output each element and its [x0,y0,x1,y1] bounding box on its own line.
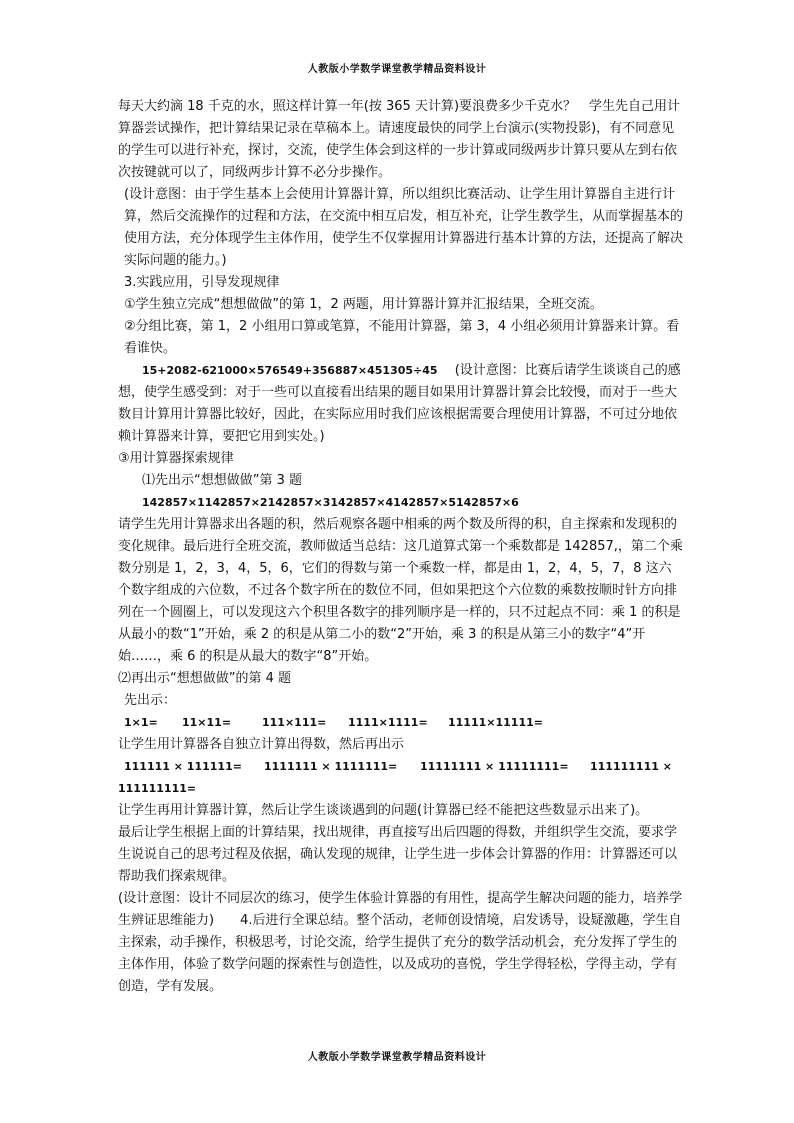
page-header: 人教版小学数学课堂教学精品资料设计 [307,64,487,75]
paragraph-step-2: ②分组比赛，第 1，2 小组用口算或笔算，不能用计算器，第 3，4 小组必须用计算器来计算。看看谁快。 [124,319,680,356]
expression-item: 11×11= [182,716,232,729]
expression-item: 111×111= [262,716,327,729]
paragraph-competition [118,360,684,448]
competition-expression: 15+2082-621000×576549+356887×451305÷45 [142,364,438,377]
paragraph-water-problem: 每天大约滴 18 千克的水，照这样计算一年(按 365 天计算)要浪费多少千克水？ 学生先自己用计算器尝试操作，把计算结果记录在草稿本上。请速度最快的同学上台演示(实物投影)，有不同意见的学生可以进行补充，探讨，交流，使学生体会到这样的一步计算或同级两步计算只要从左到右依次按键就可以了，同级两步计算不必分步操作。 [118,99,681,180]
page-footer: 人教版小学数学课堂教学精品资料设计 [307,1052,487,1063]
paragraph-calculate: 让学生用计算器各自独立计算出得数，然后再出示 [118,737,405,752]
document-body [118,96,684,998]
expression-item: 1111×1111= [348,716,428,729]
paragraph-step-1: ①学生独立完成“想想做做”的第 1，2 两题，用计算器计算并汇报结果，全班交流。 [124,297,603,312]
expression-item: 1×1= [124,716,158,729]
design-intent-2: (设计意图：比赛后请学生谈谈自己的感想，使学生感受到：对于一些可以直接看出结果的题目如果用计算器计算会比较慢，而对于一些大数目计算用计算器比较好，因此，在实际应用时我们应该根据需要合理使用计算器，不可过分地依赖计算器来计算，要把它用到实处。) [118,363,681,444]
section-heading-practice: 3.实践应用，引导发现规律 [124,275,280,290]
paragraph-calculator-limit: 让学生再用计算器计算，然后让学生谈谈遇到的问题(计算器已经不能把这些数显示出来了)。 [118,803,649,818]
exercise-3-expression: 142857×1142857×2142857×3142857×4142857×5142857×6 [142,496,519,509]
paragraph-summary: (设计意图：设计不同层次的练习，使学生体验计算器的有用性，提高学生解决问题的能力，培养学生辨证思维能力) 4.后进行全课总结。整个活动，老师创设情境，启发诱导，设疑激趣，学生自主探索，动手操作，积极思考，讨论交流，给学生提供了充分的数学活动机会，充分发挥了学生的主体作用，体验了数学问题的探索性与创造性，以及成功的喜悦，学生学得轻松，学得主动，学有创造，学有发展。 [118,891,683,994]
paragraph-find-rule: 最后让学生根据上面的计算结果，找出规律，再直接写出后四题的得数，并组织学生交流，要求学生说说自己的思考过程及依据，确认发现的规律，让学生进一步体会计算器的作用：计算器还可以帮助我们探索规律。 [118,825,678,884]
expression-item: 1111111 × 1111111= [264,760,398,773]
expression-item: 11111111 × 11111111= [420,760,569,773]
paragraph-first-show: 先出示： [124,693,177,708]
paragraph-step-3: ③用计算器探索规律 [118,451,234,466]
expression-item: 111111111 × [590,760,672,773]
expression-item: 111111 × 111111= [124,760,242,773]
paragraph-exercise-4: ⑵再出示“想想做做”的第 4 题 [118,671,292,686]
paragraph-design-intent-1: (设计意图：由于学生基本上会使用计算器计算，所以组织比赛活动、让学生用计算器自主进行计算，然后交流操作的过程和方法，在交流中相互启发，相互补充，让学生教学生，从而掌握基本的使用方法，充分体现学生主体作用，使学生不仅掌握用计算器进行基本计算的方法，还提高了解决实际问题的能力。) [124,187,684,268]
paragraph-pattern-explanation: 请学生先用计算器求出各题的积，然后观察各题中相乘的两个数及所得的积，自主探索和发现积的变化规律。最后进行全班交流，教师做适当总结：这几道算式第一个乘数都是 142857,，第二个乘数分别是 1，2，3，4，5，6，它们的得数与第一个乘数一样，都是由 1，2，4，5，7，8 这六个数字组成的六位数，不过各个数字所在的数位不同，但如果把这个六位数的乘数按顺时针方向排列在一个圆圈上，可以发现这六个积里各数字的排列顺序是一样的，只不过起点不同：乘 1 的积是从最小的数“1”开始，乘 2 的积是从第二小的数“2”开始，乘 3 的积是从第三小的数字“4”开始……，乘 6 的积是从最大的数字“8”开始。 [118,517,683,664]
expression-continuation: 111111111= [118,782,197,795]
expression-row-1 [118,712,684,734]
expression-row-2 [118,756,684,778]
expression-item: 11111×11111= [448,716,543,729]
paragraph-exercise-3: ⑴先出示“想想做做”第 3 题 [142,473,303,488]
